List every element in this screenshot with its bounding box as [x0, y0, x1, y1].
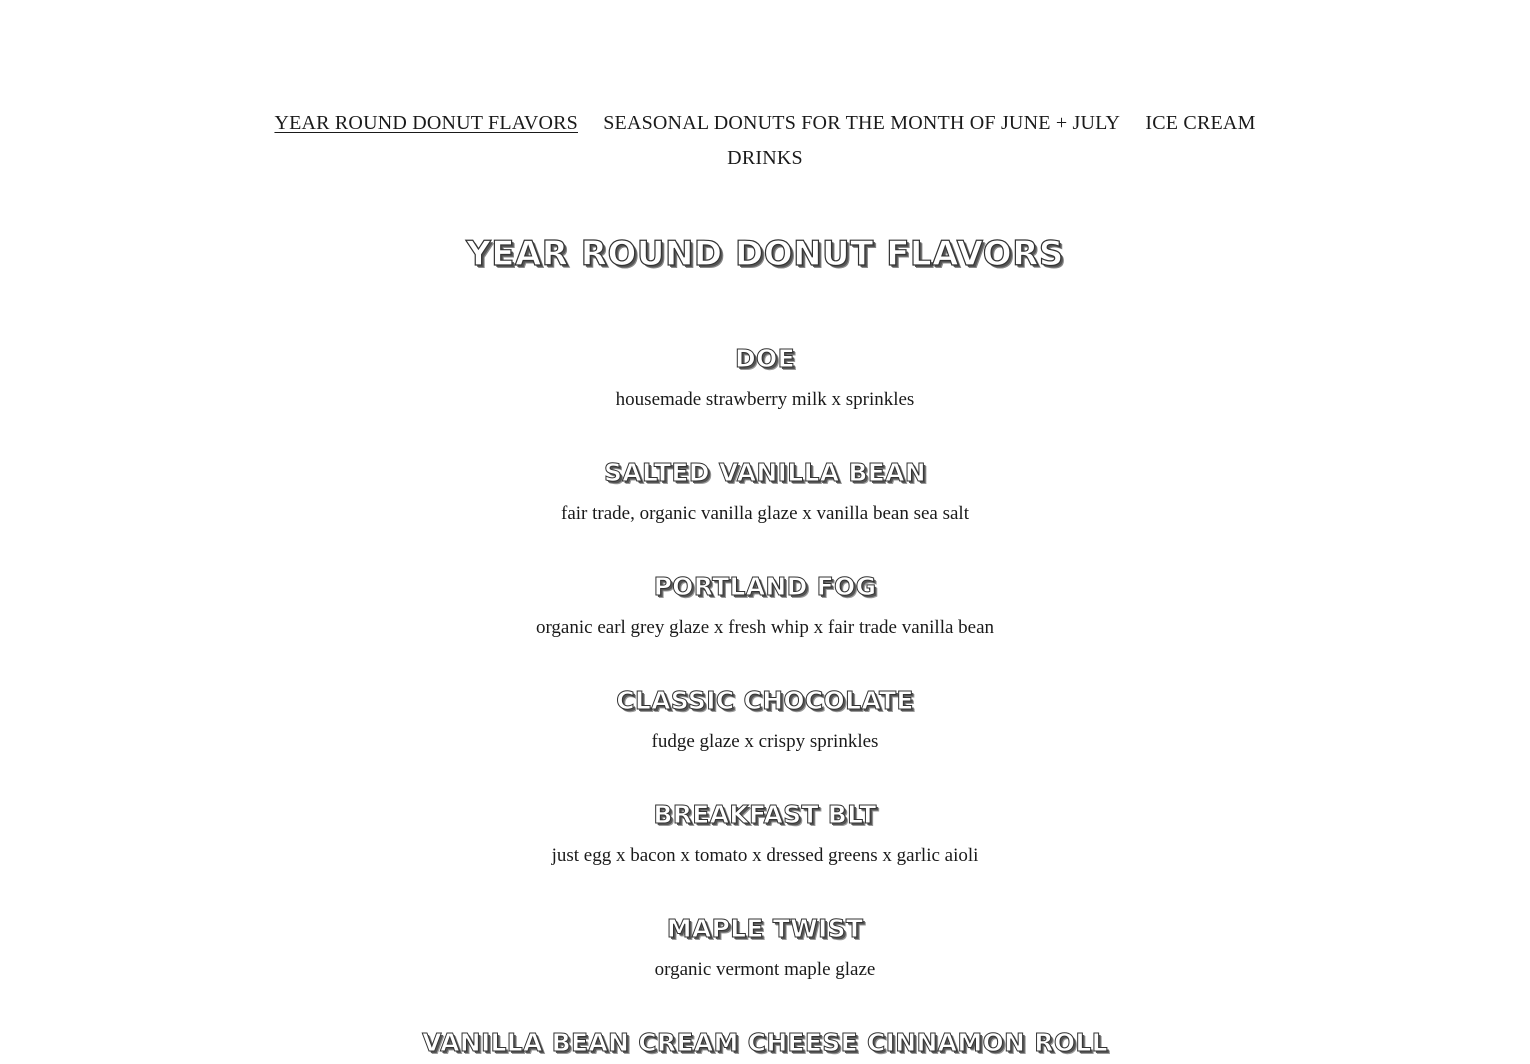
menu-item: [0, 910, 1530, 1024]
menu-item-description: housemade strawberry milk x sprinkles: [615, 389, 915, 410]
tab-drinks[interactable]: DRINKS: [727, 147, 803, 169]
menu-item-description: fair trade, organic vanilla glaze x vanilla bean sea salt: [561, 503, 969, 524]
menu-tabs: [0, 106, 1530, 176]
menu-item: [0, 568, 1530, 682]
menu-item: [0, 340, 1530, 454]
menu-item-name: CLASSIC CHOCOLATE: [616, 686, 914, 715]
menu-item-name: BREAKFAST BLT: [653, 800, 877, 829]
tab-year-round-donut-flavors[interactable]: YEAR ROUND DONUT FLAVORS: [274, 112, 578, 134]
menu-item: [0, 1024, 1530, 1064]
tab-ice-cream[interactable]: ICE CREAM: [1145, 112, 1256, 134]
menu-item-name: SALTED VANILLA BEAN: [604, 458, 926, 487]
menu-item: [0, 682, 1530, 796]
menu-item-name: MAPLE TWIST: [666, 914, 864, 943]
menu-item-description: organic earl grey glaze x fresh whip x fair trade vanilla bean: [535, 617, 995, 638]
menu-item-name: DOE: [735, 344, 795, 373]
menu-list: [0, 340, 1530, 1064]
menu-item: [0, 796, 1530, 910]
section-title: YEAR ROUND DONUT FLAVORS: [466, 234, 1064, 274]
menu-item-description: fudge glaze x crispy sprinkles: [651, 731, 879, 752]
menu-item-name: VANILLA BEAN CREAM CHEESE CINNAMON ROLL: [422, 1028, 1108, 1057]
menu-item-description: just egg x bacon x tomato x dressed greens x garlic aioli: [551, 845, 979, 866]
tab-seasonal-donuts[interactable]: SEASONAL DONUTS FOR THE MONTH OF JUNE + JULY: [603, 112, 1121, 134]
menu-item-name: PORTLAND FOG: [653, 572, 877, 601]
menu-item-description: organic vermont maple glaze: [654, 959, 876, 980]
menu-item: [0, 454, 1530, 568]
